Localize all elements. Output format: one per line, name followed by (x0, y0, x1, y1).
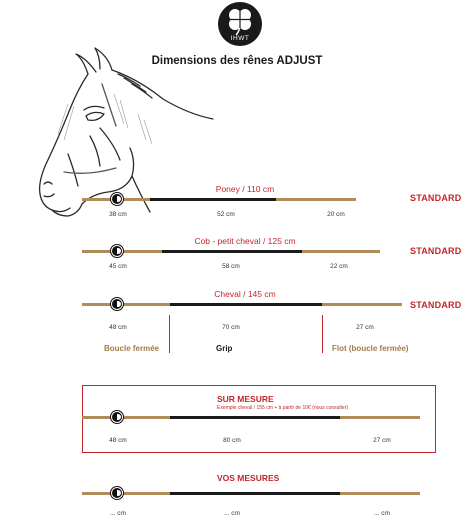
your-measures-title: VOS MESURES (217, 473, 280, 483)
rein-leather-right (276, 198, 356, 201)
rein-label-cheval: Cheval / 145 cm (214, 289, 276, 299)
rein-length-right: 27 cm (356, 324, 374, 331)
rein-grip (170, 303, 322, 306)
rein-length-right: 22 cm (330, 263, 348, 270)
rein-leather-right (340, 416, 420, 419)
your-length-left: ... cm (110, 510, 126, 517)
buckle-icon (111, 298, 123, 310)
rein-label-poney: Poney / 110 cm (215, 184, 275, 194)
rein-length-left: 48 cm (109, 324, 127, 331)
standard-badge: STANDARD (410, 246, 462, 256)
rein-label-cob: Cob - petit cheval / 125 cm (194, 236, 296, 246)
section-divider-left (169, 315, 170, 353)
rein-leather-right (302, 250, 380, 253)
buckle-icon (111, 411, 123, 423)
rein-length-left: 45 cm (109, 263, 127, 270)
rein-leather-left (82, 303, 170, 306)
buckle-icon (111, 193, 123, 205)
your-length-middle: ... cm (224, 510, 240, 517)
rein-length-middle: 80 cm (223, 437, 241, 444)
buckle-icon (111, 487, 123, 499)
section-label-flot: Flot (boucle fermée) (332, 344, 409, 353)
standard-badge: STANDARD (410, 300, 462, 310)
section-divider-right (322, 315, 323, 353)
rein-grip (150, 198, 276, 201)
rein-leather-right (322, 303, 402, 306)
page-title: Dimensions des rênes ADJUST (151, 55, 323, 67)
custom-title: SUR MESURE (217, 394, 274, 404)
rein-grip (170, 416, 340, 419)
rein-length-left: 48 cm (109, 437, 127, 444)
custom-note: Exemple cheval / 155 cm + à partir de 10€ (nous consulter) (217, 405, 349, 411)
section-label-grip: Grip (216, 344, 233, 353)
rein-grip (162, 250, 302, 253)
rein-length-middle: 70 cm (222, 324, 240, 331)
rein-length-middle: 58 cm (222, 263, 240, 270)
rein-leather-right (340, 492, 420, 495)
section-label-buckle: Boucle fermée (104, 344, 160, 353)
rein-leather-left (82, 492, 170, 495)
horse-head-illustration (28, 44, 228, 234)
logo-text: IHWT (230, 35, 250, 42)
rein-length-right: 27 cm (373, 437, 391, 444)
rein-length-right: 20 cm (327, 211, 345, 218)
brand-logo (218, 2, 262, 46)
rein-length-left: 38 cm (109, 211, 127, 218)
rein-grip (170, 492, 340, 495)
your-length-right: ... cm (374, 510, 390, 517)
rein-leather-left (82, 416, 170, 419)
standard-badge: STANDARD (410, 193, 462, 203)
rein-length-middle: 52 cm (217, 211, 235, 218)
buckle-icon (111, 245, 123, 257)
